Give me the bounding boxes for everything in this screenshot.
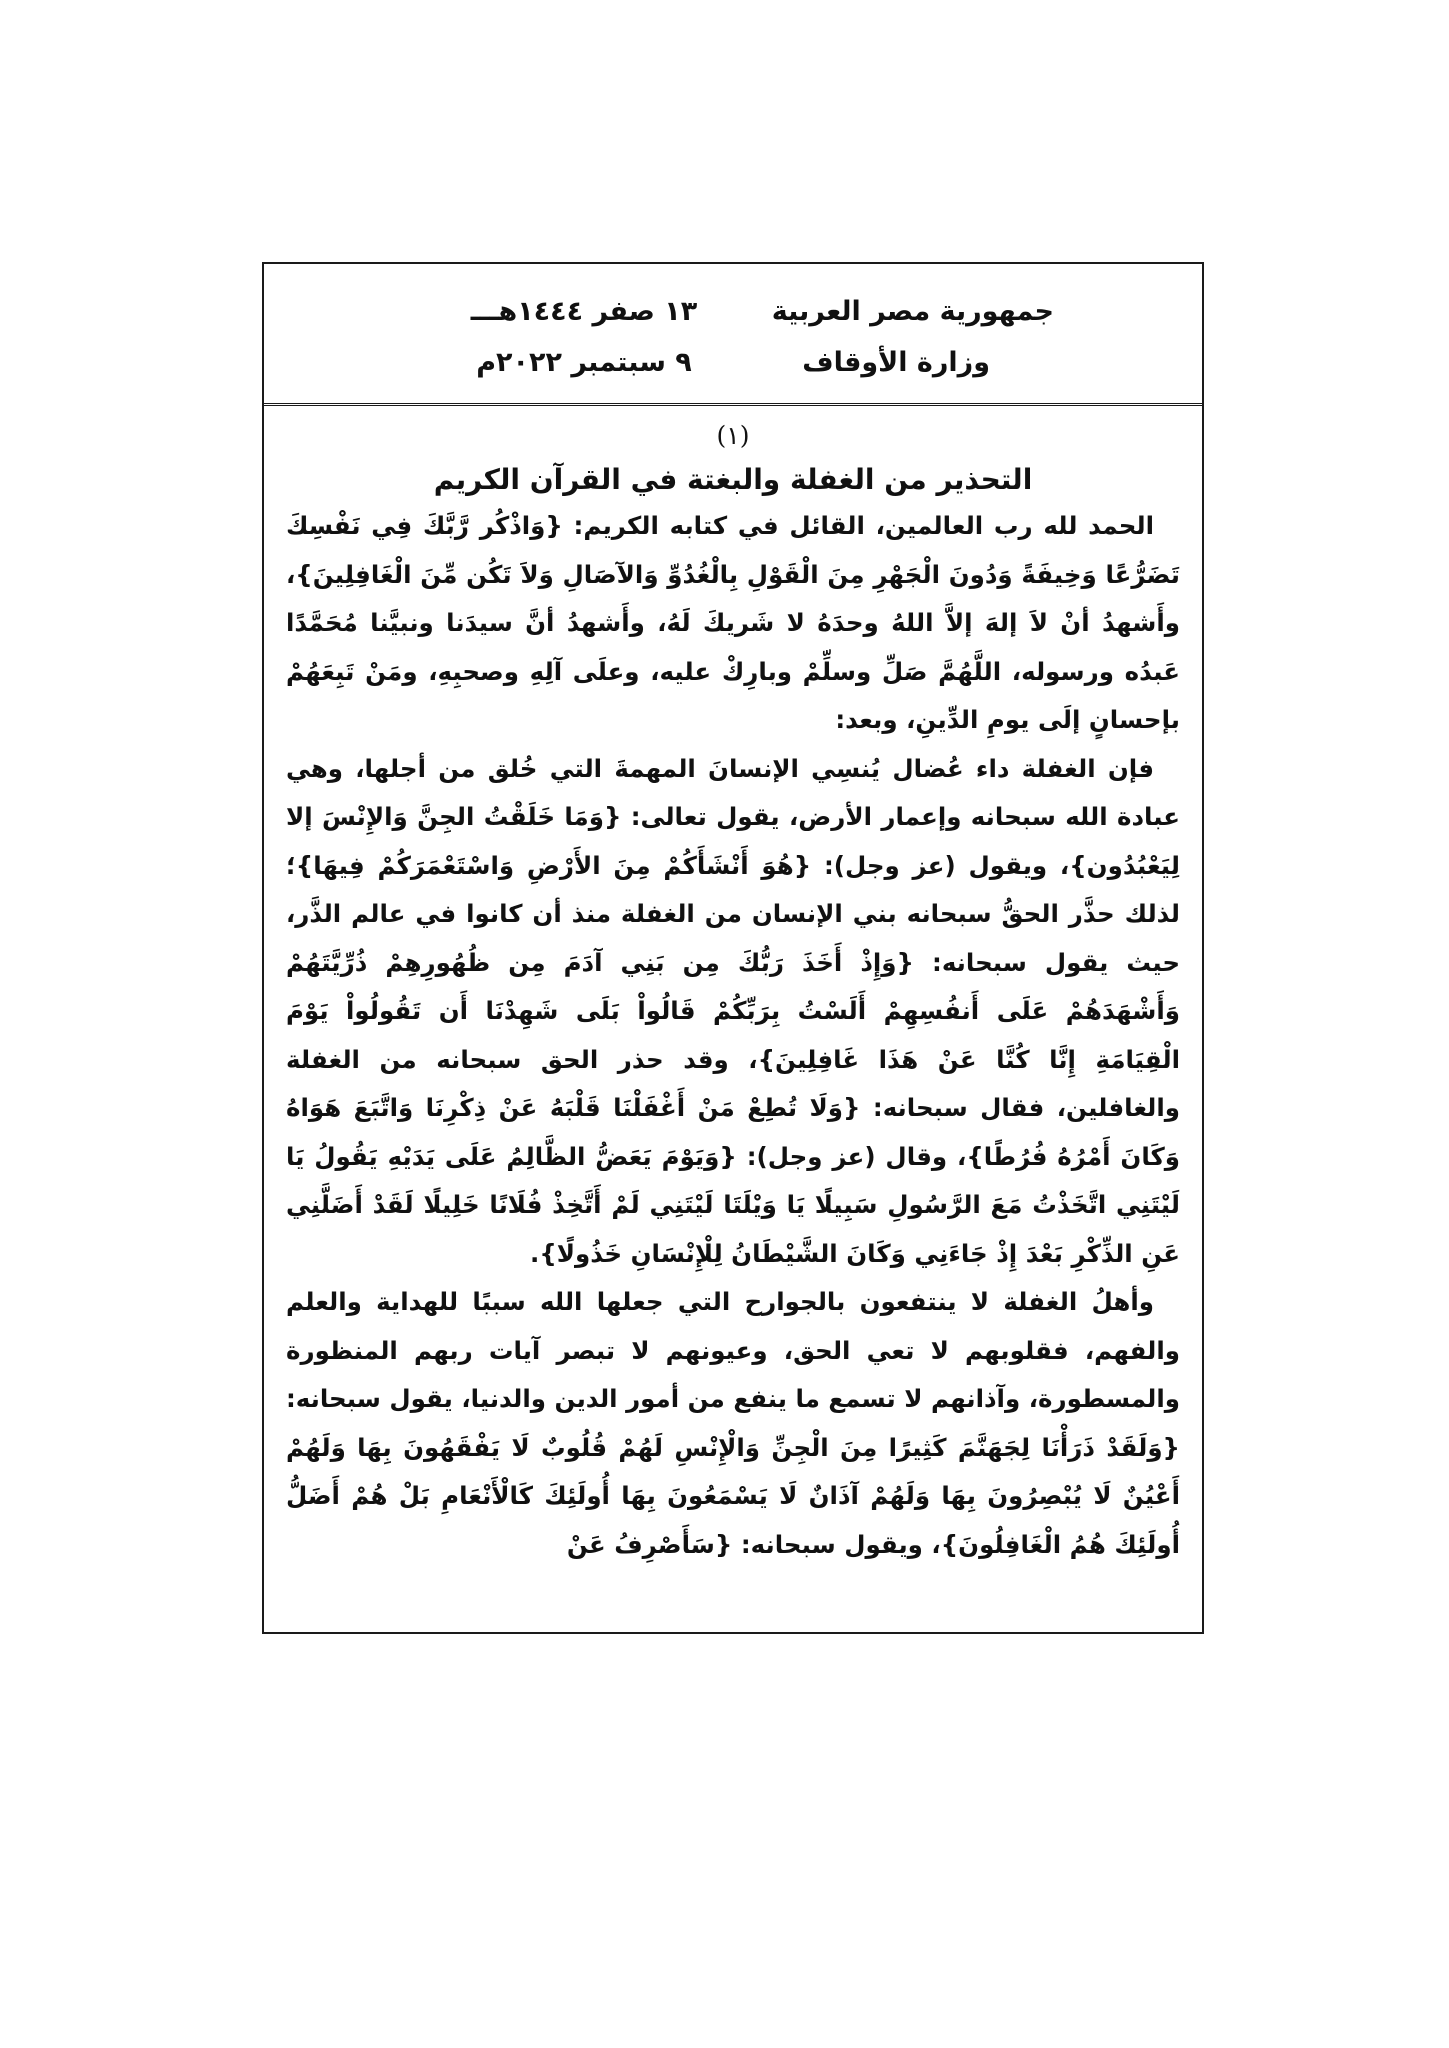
paragraph-heedlessness: فإن الغفلة داء عُضال يُنسِي الإنسانَ المهمةَ التي خُلق من أجلها، وهي عبادة الله سبحانه وإعمار الأرض، يقول تعالى: {وَمَا خَلَقْتُ الجِنَّ وَالإِنْسَ إلا لِيَعْبُدُون}، ويقول (عز وجل): {هُوَ أَنْشَأَكُمْ مِنَ الأَرْضِ وَاسْتَعْمَرَكُمْ فِيهَا}؛ لذلك حذَّر الحقُّ سبحانه بني الإنسان من الغفلة منذ أن كانوا في عالم الذَّر، حيث يقول سبحانه: {وَإِذْ أَخَذَ رَبُّكَ مِن بَنِي آدَمَ مِن ظُهُورِهِمْ ذُرِّيَّتَهُمْ وَأَشْهَدَهُمْ عَلَى أَنفُسِهِمْ أَلَسْتُ بِرَبِّكُمْ قَالُواْ بَلَى شَهِدْنَا أَن تَقُولُواْ يَوْمَ الْقِيَامَةِ إِنَّا كُنَّا عَنْ هَذَا غَافِلِينَ}، وقد حذر الحق سبحانه من الغفلة والغافلين، فقال سبحانه: {وَلَا تُطِعْ مَنْ أَغْفَلْنَا قَلْبَهُ عَنْ ذِكْرِنَا وَاتَّبَعَ هَوَاهُ وَكَانَ أَمْرُهُ فُرُطًا}، وقال (عز وجل): {وَيَوْمَ يَعَضُّ الظَّالِمُ عَلَى يَدَيْهِ يَقُولُ يَا لَيْتَنِي اتَّخَذْتُ مَعَ الرَّسُولِ سَبِيلًا يَا وَيْلَتَا لَيْتَنِي لَمْ أَتَّخِذْ فُلَانًا خَلِيلًا لَقَدْ أَضَلَّنِي عَنِ الذِّكْرِ بَعْدَ إِذْ جَاءَنِي وَكَانَ الشَّيْطَانُ لِلْإِنْسَانِ خَذُولًا}. xyxy=(286,753,1180,1268)
document-header xyxy=(264,264,1202,406)
document-frame xyxy=(262,262,1204,1634)
hijri-date: ١٣ صفر ١٤٤٤هـــ xyxy=(470,296,698,327)
paragraph-people-of-heedlessness: وأهلُ الغفلة لا ينتفعون بالجوارح التي جعلها الله سببًا للهداية والعلم والفهم، فقلوبهم لا تعي الحق، وعيونهم لا تبصر آيات ربهم المنظورة والمسطورة، وآذانهم لا تسمع ما ينفع من أمور الدين والدنيا، يقول سبحانه: {وَلَقَدْ ذَرَأْنَا لِجَهَنَّمَ كَثِيرًا مِنَ الْجِنِّ وَالْإِنْسِ لَهُمْ قُلُوبٌ لَا يَفْقَهُونَ بِهَا وَلَهُمْ أَعْيُنٌ لَا يُبْصِرُونَ بِهَا وَلَهُمْ آذَانٌ لَا يَسْمَعُونَ بِهَا أُولَئِكَ كَالْأَنْعَامِ بَلْ هُمْ أَضَلُّ أُولَئِكَ هُمُ الْغَافِلُونَ}، ويقول سبحانه: {سَأَصْرِفُ عَنْ xyxy=(286,1287,1180,1559)
paragraph-opening: الحمد لله رب العالمين، القائل في كتابه الكريم: {وَاذْكُر رَّبَّكَ فِي نَفْسِكَ تَضَرُّعًا وَخِيفَةً وَدُونَ الْجَهْرِ مِنَ الْقَوْلِ بِالْغُدُوِّ وَالآصَالِ وَلاَ تَكُن مِّنَ الْغَافِلِينَ}، وأَشهدُ أنْ لاَ إلهَ إلاَّ اللهُ وحدَهُ لا شَريكَ لَهُ، وأَشهدُ أنَّ سيدَنا ونبيَّنا مُحَمَّدًا عَبدُه ورسوله، اللَّهُمَّ صَلِّ وسلِّمْ وبارِكْ عليه، وعلَى آلِهِ وصحبِهِ، ومَنْ تَبِعَهُمْ بإحسانٍ إلَى يومِ الدِّينِ، وبعد: xyxy=(286,511,1180,734)
country-name: جمهورية مصر العربية xyxy=(771,296,1054,327)
sermon-number: (١) xyxy=(716,421,750,450)
sermon-body xyxy=(264,418,1202,1569)
gregorian-date: ٩ سبتمبر ٢٠٢٢م xyxy=(476,347,692,378)
sermon-title: التحذير من الغفلة والبغتة في القرآن الكريم xyxy=(433,463,1033,496)
ministry-name: وزارة الأوقاف xyxy=(802,347,990,378)
